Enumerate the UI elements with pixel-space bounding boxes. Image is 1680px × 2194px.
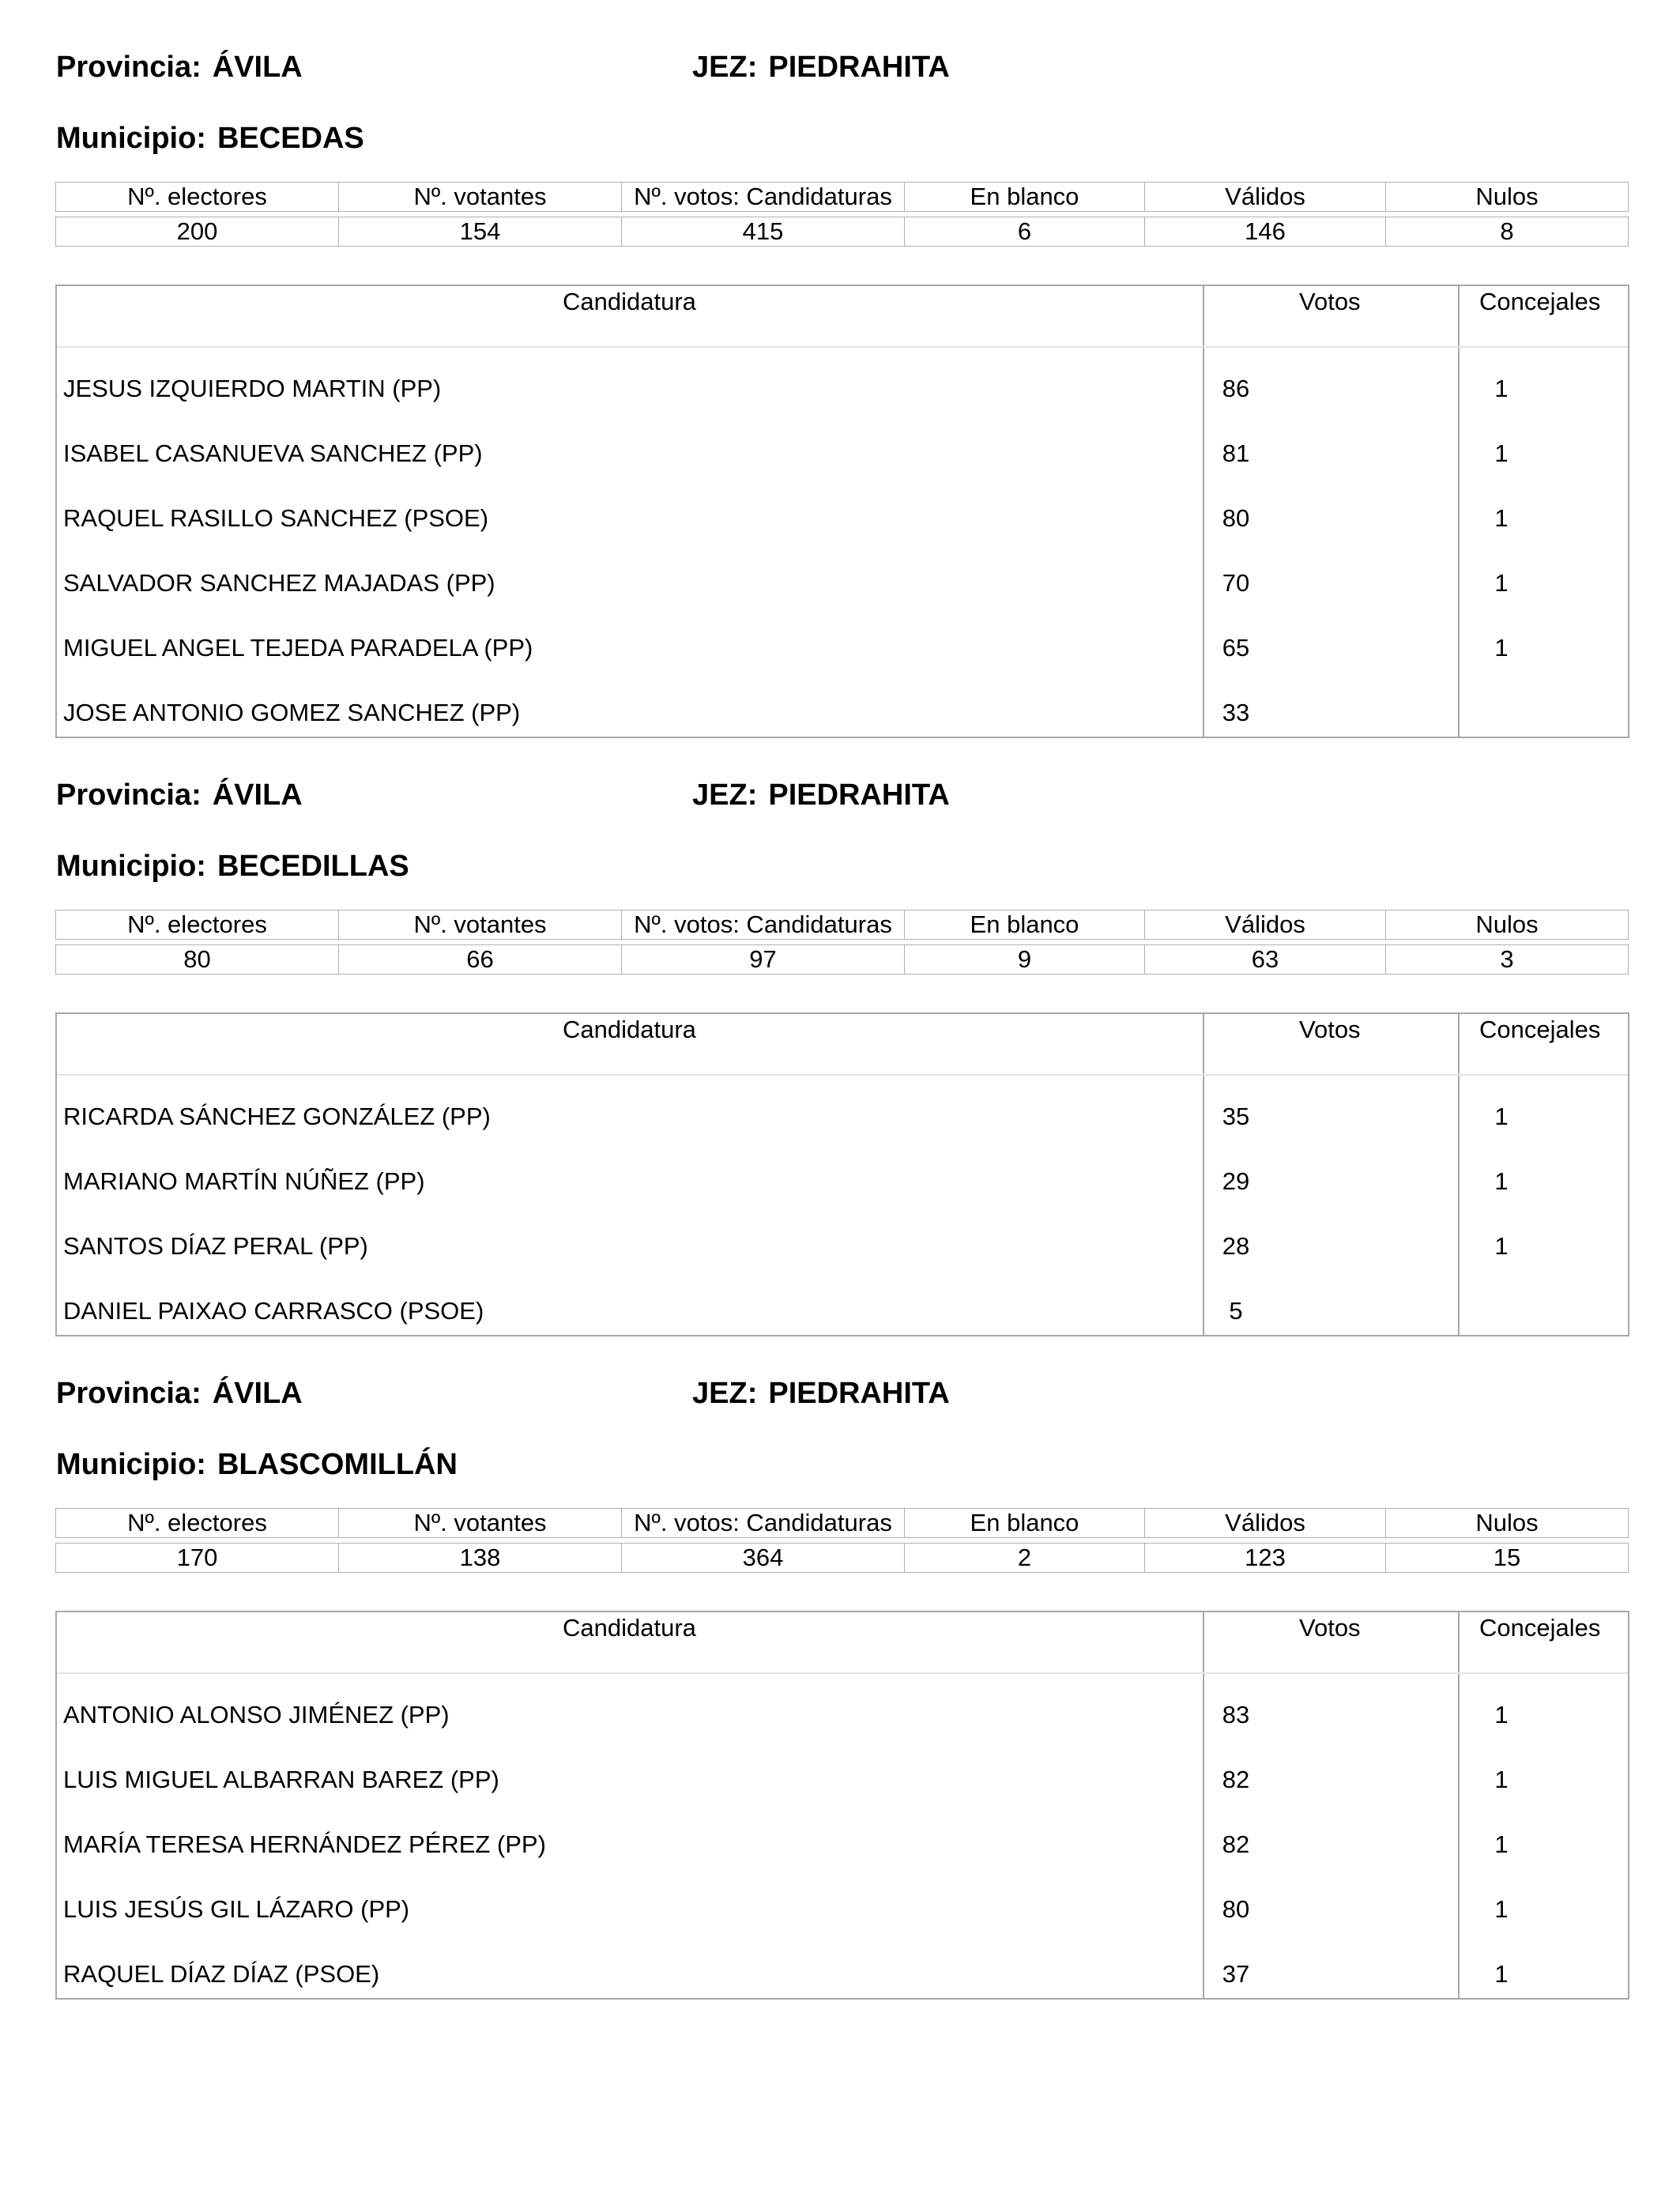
municipio-label: Municipio: [56, 122, 206, 155]
stats-header-validos: Válidos [1145, 183, 1386, 212]
candidates-header [57, 1612, 1628, 1674]
provincia-label: Provincia: [56, 51, 202, 84]
candidate-row [57, 1933, 1628, 1998]
stats-value-row [56, 217, 1629, 247]
candidate-votes: 81 [1222, 439, 1250, 467]
stats-header-votantes: Nº. votantes [339, 910, 622, 940]
stats-value-candidaturas: 364 [622, 1544, 905, 1573]
candidate-concejales: 1 [1494, 1103, 1509, 1130]
jez-label: JEZ: [692, 778, 758, 812]
stats-value-votantes: 154 [339, 217, 622, 247]
candidate-name: DANIEL PAIXAO CARRASCO (PSOE) [63, 1297, 484, 1325]
candidate-concejales: 1 [1494, 634, 1509, 662]
jez-label: JEZ: [692, 1377, 758, 1410]
candidate-name: MIGUEL ANGEL TEJEDA PARADELA (PP) [63, 634, 533, 662]
candidate-concejales: 1 [1494, 439, 1509, 467]
candidate-votes: 70 [1222, 569, 1250, 597]
stats-header-blanco: En blanco [905, 183, 1145, 212]
stats-table [55, 182, 1629, 247]
stats-value-nulos: 15 [1386, 1544, 1629, 1573]
stats-header-blanco: En blanco [905, 1509, 1145, 1538]
candidate-concejales: 1 [1494, 1232, 1509, 1260]
provincia-value: ÁVILA [212, 51, 303, 84]
candidate-name: MARIANO MARTÍN NÚÑEZ (PP) [63, 1167, 425, 1195]
candidate-concejales: 1 [1494, 1830, 1509, 1858]
municipio-value: BLASCOMILLÁN [217, 1448, 458, 1481]
stats-header-blanco: En blanco [905, 910, 1145, 940]
candidatura-header: Candidatura [563, 288, 696, 315]
candidate-concejales: 1 [1494, 1766, 1509, 1793]
stats-header-validos: Válidos [1145, 910, 1386, 940]
jez-value: PIEDRAHITA [768, 778, 950, 812]
candidate-concejales: 1 [1494, 375, 1509, 402]
stats-header-electores: Nº. electores [56, 910, 339, 940]
provincia-value: ÁVILA [212, 778, 303, 812]
stats-table [55, 1508, 1629, 1573]
candidate-concejales: 1 [1494, 1895, 1509, 1923]
candidatura-header: Candidatura [563, 1614, 696, 1642]
candidate-concejales: 1 [1494, 1960, 1509, 1988]
candidate-name: LUIS MIGUEL ALBARRAN BAREZ (PP) [63, 1766, 499, 1793]
candidate-row [57, 1739, 1628, 1804]
provincia-label: Provincia: [56, 1377, 202, 1410]
provincia-heading [56, 49, 303, 85]
candidate-row [57, 1076, 1628, 1140]
candidate-name: ISABEL CASANUEVA SANCHEZ (PP) [63, 439, 483, 467]
candidates-table [55, 285, 1629, 738]
municipio-label: Municipio: [56, 1448, 206, 1481]
stats-value-row [56, 1544, 1629, 1573]
provincia-label: Provincia: [56, 778, 202, 812]
candidate-votes: 80 [1222, 504, 1250, 532]
stats-value-validos: 63 [1145, 945, 1386, 974]
candidate-row [57, 1140, 1628, 1205]
stats-header-nulos: Nulos [1386, 910, 1629, 940]
jez-heading [692, 777, 950, 813]
jez-label: JEZ: [692, 51, 758, 84]
stats-header-electores: Nº. electores [56, 1509, 339, 1538]
stats-header-nulos: Nulos [1386, 1509, 1629, 1538]
candidate-row [57, 542, 1628, 607]
votos-header: Votos [1299, 1614, 1361, 1642]
stats-value-electores: 80 [56, 945, 339, 974]
stats-value-electores: 200 [56, 217, 339, 247]
stats-header-row [56, 183, 1629, 212]
candidate-votes: 5 [1229, 1297, 1243, 1325]
candidate-concejales: 1 [1494, 1167, 1509, 1195]
candidate-name: RAQUEL DÍAZ DÍAZ (PSOE) [63, 1960, 380, 1988]
municipio-heading [56, 848, 409, 884]
candidate-votes: 82 [1222, 1830, 1250, 1858]
candidates-table [55, 1611, 1629, 2000]
candidates-header [57, 1014, 1628, 1076]
candidate-row [57, 1674, 1628, 1739]
stats-value-validos: 123 [1145, 1544, 1386, 1573]
candidate-row [57, 672, 1628, 737]
stats-header-row [56, 1509, 1629, 1538]
candidate-row [57, 477, 1628, 542]
stats-value-votantes: 138 [339, 1544, 622, 1573]
concejales-header: Concejales [1479, 1016, 1601, 1043]
municipio-label: Municipio: [56, 850, 206, 883]
candidatura-header: Candidatura [563, 1016, 696, 1043]
jez-heading [692, 49, 950, 85]
candidate-votes: 28 [1222, 1232, 1250, 1260]
concejales-header: Concejales [1479, 1614, 1601, 1642]
candidate-concejales: 1 [1494, 1701, 1509, 1728]
stats-header-validos: Válidos [1145, 1509, 1386, 1538]
candidate-concejales: 1 [1494, 504, 1509, 532]
candidate-votes: 83 [1222, 1701, 1250, 1728]
candidate-row [57, 413, 1628, 477]
stats-value-row [56, 945, 1629, 974]
stats-value-validos: 146 [1145, 217, 1386, 247]
candidate-name: ANTONIO ALONSO JIMÉNEZ (PP) [63, 1701, 450, 1728]
stats-header-votantes: Nº. votantes [339, 1509, 622, 1538]
stats-header-nulos: Nulos [1386, 183, 1629, 212]
candidate-row [57, 1868, 1628, 1933]
provincia-heading [56, 1375, 303, 1412]
candidate-name: JOSE ANTONIO GOMEZ SANCHEZ (PP) [63, 699, 521, 726]
candidate-row [57, 348, 1628, 413]
votos-header: Votos [1299, 288, 1361, 315]
candidate-name: SANTOS DÍAZ PERAL (PP) [63, 1232, 368, 1260]
stats-value-candidaturas: 415 [622, 217, 905, 247]
candidate-row [57, 1270, 1628, 1335]
candidate-name: JESUS IZQUIERDO MARTIN (PP) [63, 375, 442, 402]
candidate-votes: 82 [1222, 1766, 1250, 1793]
stats-value-votantes: 66 [339, 945, 622, 974]
stats-table [55, 910, 1629, 974]
provincia-heading [56, 777, 303, 813]
provincia-value: ÁVILA [212, 1377, 303, 1410]
candidate-name: MARÍA TERESA HERNÁNDEZ PÉREZ (PP) [63, 1830, 546, 1858]
jez-value: PIEDRAHITA [768, 1377, 950, 1410]
candidate-name: RICARDA SÁNCHEZ GONZÁLEZ (PP) [63, 1103, 491, 1130]
municipio-heading [56, 1446, 458, 1483]
stats-header-candidaturas: Nº. votos: Candidaturas [622, 183, 905, 212]
concejales-header: Concejales [1479, 288, 1601, 315]
candidate-votes: 86 [1222, 375, 1250, 402]
stats-header-candidaturas: Nº. votos: Candidaturas [622, 910, 905, 940]
candidate-row [57, 1205, 1628, 1270]
candidate-concejales: 1 [1494, 569, 1509, 597]
candidate-name: RAQUEL RASILLO SANCHEZ (PSOE) [63, 504, 489, 532]
votos-header: Votos [1299, 1016, 1361, 1043]
candidate-votes: 29 [1222, 1167, 1250, 1195]
candidate-row [57, 607, 1628, 672]
municipio-value: BECEDAS [217, 122, 364, 155]
candidate-votes: 37 [1222, 1960, 1250, 1988]
stats-header-votantes: Nº. votantes [339, 183, 622, 212]
stats-value-electores: 170 [56, 1544, 339, 1573]
stats-header-row [56, 910, 1629, 940]
stats-value-blanco: 6 [905, 217, 1145, 247]
jez-value: PIEDRAHITA [768, 51, 950, 84]
stats-value-candidaturas: 97 [622, 945, 905, 974]
stats-value-blanco: 2 [905, 1544, 1145, 1573]
candidate-votes: 33 [1222, 699, 1250, 726]
candidates-table [55, 1012, 1629, 1336]
candidate-votes: 80 [1222, 1895, 1250, 1923]
stats-header-electores: Nº. electores [56, 183, 339, 212]
stats-value-blanco: 9 [905, 945, 1145, 974]
candidates-header [57, 286, 1628, 348]
municipio-value: BECEDILLAS [217, 850, 409, 883]
stats-value-nulos: 3 [1386, 945, 1629, 974]
stats-value-nulos: 8 [1386, 217, 1629, 247]
candidate-name: LUIS JESÚS GIL LÁZARO (PP) [63, 1895, 410, 1923]
candidate-row [57, 1804, 1628, 1868]
candidate-votes: 35 [1222, 1103, 1250, 1130]
jez-heading [692, 1375, 950, 1412]
candidate-name: SALVADOR SANCHEZ MAJADAS (PP) [63, 569, 495, 597]
stats-header-candidaturas: Nº. votos: Candidaturas [622, 1509, 905, 1538]
candidate-votes: 65 [1222, 634, 1250, 662]
municipio-heading [56, 120, 364, 156]
